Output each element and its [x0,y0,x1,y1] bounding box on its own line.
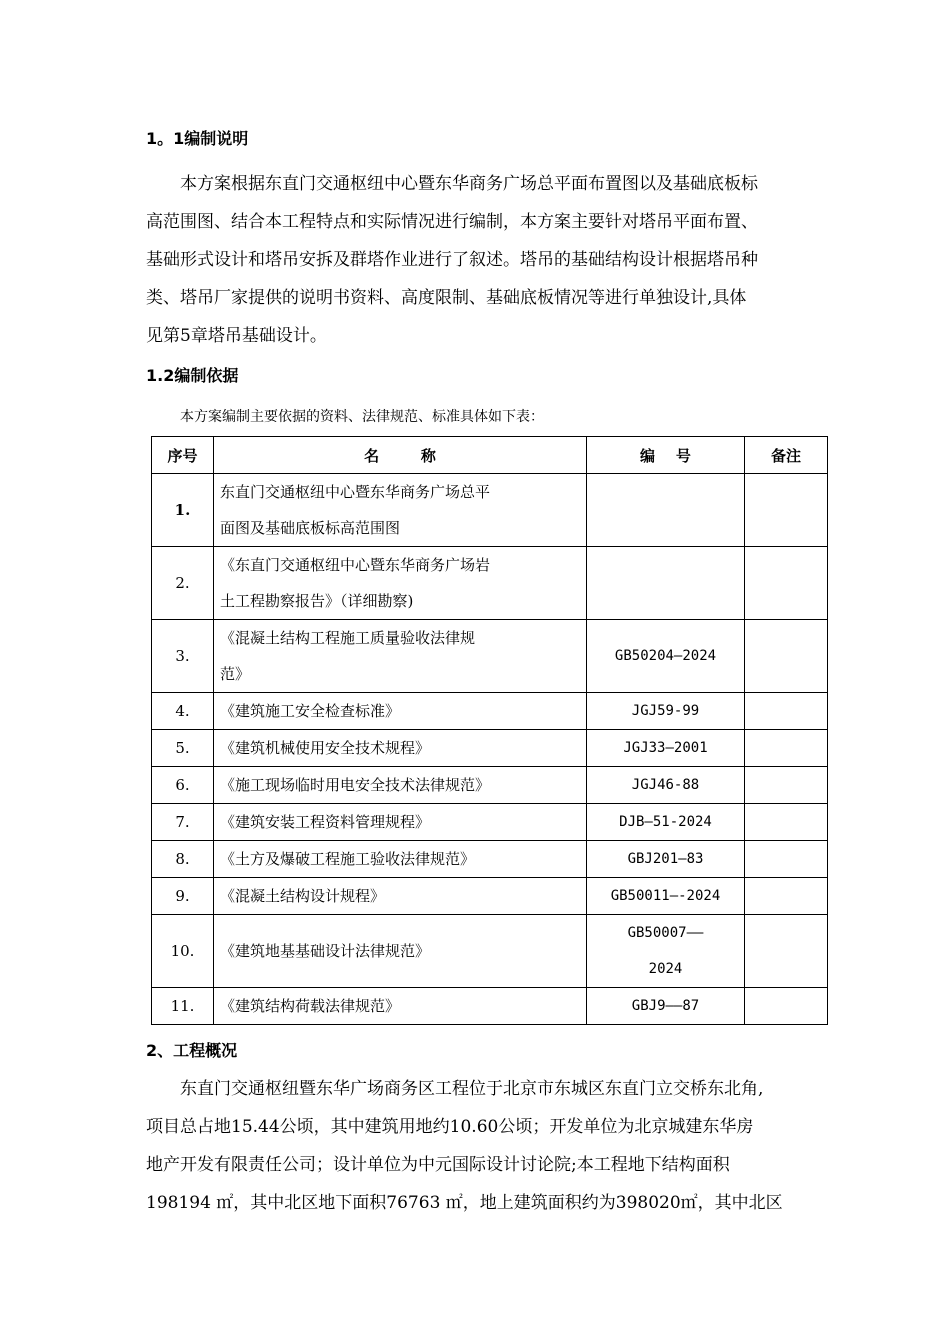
row-code: GBJ201—83 [587,841,745,878]
row-remark [745,841,828,878]
section-heading-1-2: 1.2编制依据 [146,366,239,385]
row-code: JGJ59-99 [587,693,745,730]
header-name: 名 称 [214,437,587,474]
row-name-line: 范》 [220,665,251,683]
row-name [214,620,587,693]
row-code [587,547,745,620]
row-name [214,547,587,620]
row-code [587,915,745,988]
section-1-1-paragraph [146,165,836,355]
row-remark [745,620,828,693]
paragraph-line: 东直门交通枢纽暨东华广场商务区工程位于北京市东城区东直门立交桥东北角, [180,1079,764,1099]
row-name: 《建筑施工安全检查标准》 [214,693,587,730]
header-index: 序号 [152,437,214,474]
row-name-line: 《混凝土结构工程施工质量验收法律规 [220,629,476,647]
paragraph-line: 见第5章塔吊基础设计。 [146,326,327,346]
paragraph-line: 198194 ㎡，其中北区地下面积76763 ㎡，地上建筑面积约为398020㎡，其中北区 [146,1193,783,1213]
row-code: GBJ9——87 [587,988,745,1025]
paragraph-line: 项目总占地15.44公顷，其中建筑用地约10.60公顷；开发单位为北京城建东华房 [146,1117,754,1137]
row-index: 8. [152,841,214,878]
row-remark [745,988,828,1025]
section-heading-1-1: 1。1编制说明 [146,129,249,148]
paragraph-line: 高范围图、结合本工程特点和实际情况进行编制，本方案主要针对塔吊平面布置、 [146,212,758,232]
row-index: 6. [152,767,214,804]
table-row [152,988,828,1025]
paragraph-line: 类、塔吊厂家提供的说明书资料、高度限制、基础底板情况等进行单独设计,具体 [146,288,747,308]
row-name: 《混凝土结构设计规程》 [214,878,587,915]
table-intro: 本方案编制主要依据的资料、法律规范、标准具体如下表： [180,409,544,425]
row-index: 7. [152,804,214,841]
row-index: 10. [152,915,214,988]
table-row [152,693,828,730]
row-index: 11. [152,988,214,1025]
table-row [152,804,828,841]
row-index: 2. [152,547,214,620]
table-row [152,730,828,767]
row-name-line: 《东直门交通枢纽中心暨东华商务广场岩 [220,556,491,574]
row-remark [745,915,828,988]
header-remark: 备注 [745,437,828,474]
row-code: JGJ33—2001 [587,730,745,767]
row-name: 《建筑结构荷载法律规范》 [214,988,587,1025]
paragraph-line: 本方案根据东直门交通枢纽中心暨东华商务广场总平面布置图以及基础底板标 [180,174,758,194]
row-code [587,474,745,547]
row-remark [745,474,828,547]
row-name: 《建筑地基基础设计法律规范》 [214,915,587,988]
table-row [152,767,828,804]
row-remark [745,547,828,620]
header-code: 编 号 [587,437,745,474]
row-code: DJB—51-2024 [587,804,745,841]
row-index: 1. [152,474,214,547]
row-name: 《建筑机械使用安全技术规程》 [214,730,587,767]
row-remark [745,804,828,841]
row-name-line: 面图及基础底板标高范围图 [220,519,401,537]
table-row [152,474,828,547]
table-row [152,915,828,988]
row-name: 《施工现场临时用电安全技术法律规范》 [214,767,587,804]
row-name: 《建筑安装工程资料管理规程》 [214,804,587,841]
row-name-line: 土工程勘察报告》（详细勘察) [220,592,414,610]
row-remark [745,730,828,767]
row-index: 3. [152,620,214,693]
row-remark [745,693,828,730]
row-index: 9. [152,878,214,915]
row-code: JGJ46-88 [587,767,745,804]
row-index: 4. [152,693,214,730]
row-name: 《土方及爆破工程施工验收法律规范》 [214,841,587,878]
row-index: 5. [152,730,214,767]
table-row [152,547,828,620]
row-name [214,474,587,547]
row-code-line: GB50007—— [627,925,704,941]
basis-table [151,436,828,1025]
table-row [152,878,828,915]
row-remark [745,878,828,915]
row-code-line: 2024 [648,961,683,977]
row-remark [745,767,828,804]
table-row [152,620,828,693]
paragraph-line: 地产开发有限责任公司；设计单位为中元国际设计讨论院;本工程地下结构面积 [146,1155,730,1175]
row-code: GB50011—-2024 [587,878,745,915]
row-name-line: 东直门交通枢纽中心暨东华商务广场总平 [220,483,491,501]
table-header-row [152,437,828,474]
section-2-paragraph [146,1070,836,1222]
table-row [152,841,828,878]
paragraph-line: 基础形式设计和塔吊安拆及群塔作业进行了叙述。塔吊的基础结构设计根据塔吊种 [146,250,758,270]
section-heading-2: 2、工程概况 [146,1041,238,1060]
row-code: GB50204—2024 [587,620,745,693]
